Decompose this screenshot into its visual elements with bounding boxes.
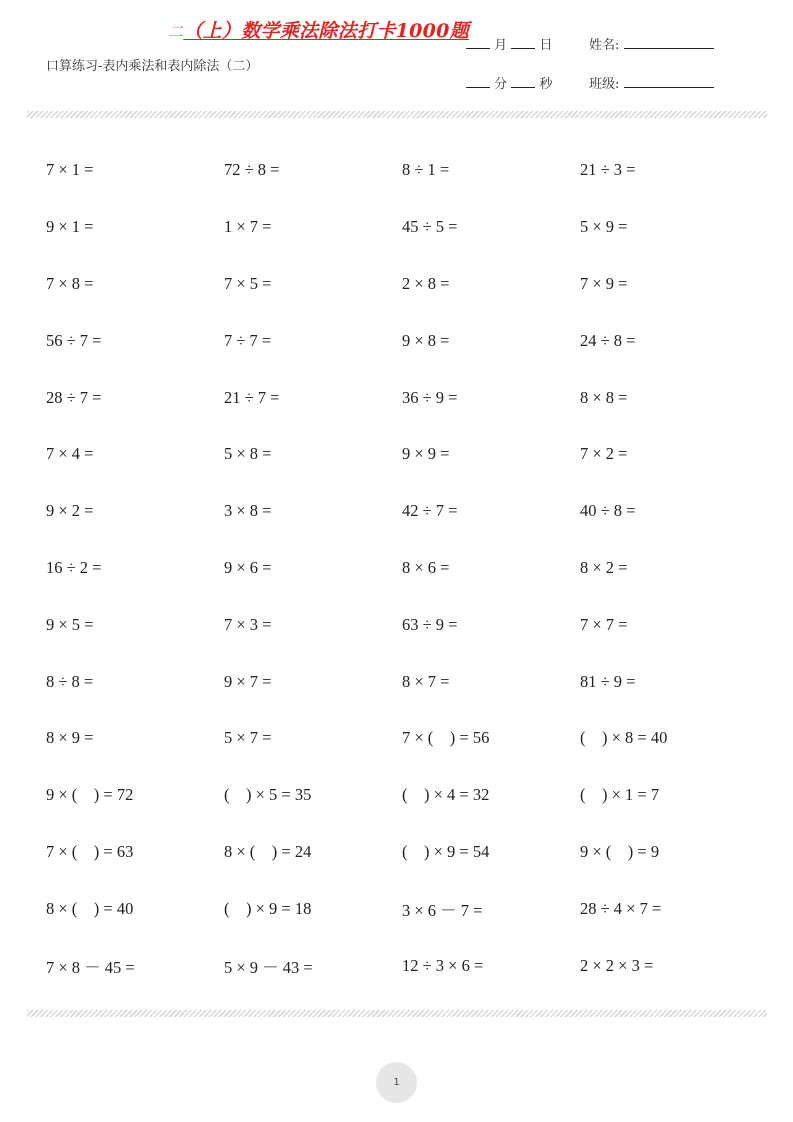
title-prefix: 二 [168,23,184,41]
problem-item: 16 ÷ 2 = [46,557,102,577]
problem-item: 7 × ( ) = 56 [402,728,490,748]
problem-item: 28 ÷ 7 = [46,387,102,407]
problem-item: 81 ÷ 9 = [580,671,636,691]
minute-label: 分 [494,77,508,92]
problem-row [46,653,758,710]
month-blank [466,36,490,49]
problem-item: 8 ÷ 1 = [402,160,450,180]
problem-item: 21 ÷ 3 = [580,160,636,180]
problem-item: 12 ÷ 3 × 6 = [402,955,484,975]
problem-item: 45 ÷ 5 = [402,217,458,237]
problem-row [46,256,758,313]
problem-row [46,540,758,597]
problem-item: 5 × 7 = [224,728,272,748]
problem-item: ( ) × 1 = 7 [580,785,660,805]
problem-item: 7 × 2 = [580,444,628,464]
problem-row [46,142,758,199]
day-blank [511,36,535,49]
time-field [466,73,552,92]
name-field [589,34,714,53]
problem-item: 9 × ( ) = 9 [580,841,660,861]
problem-item: 9 × 2 = [46,501,94,521]
problem-row [46,312,758,369]
problem-item: 40 ÷ 8 = [580,501,636,521]
problem-row [46,880,758,937]
problem-item: 7 × 9 = [580,273,628,293]
top-divider [27,111,767,118]
class-field [589,73,714,92]
problem-item: 8 × 8 = [580,387,628,407]
problem-item: 9 × ( ) = 72 [46,785,134,805]
class-blank [624,75,714,88]
problem-item: 7 × 7 = [580,614,628,634]
problem-row [46,596,758,653]
problem-item: 3 × 8 = [224,501,272,521]
problem-item: 8 × 9 = [46,728,94,748]
page-number: 1 [376,1062,417,1103]
problem-item: 5 × 9 － 43 = [224,957,313,977]
problem-item: 7 × 4 = [46,444,94,464]
date-field [466,34,552,53]
problem-grid [46,142,758,994]
problem-row [46,369,758,426]
problem-row [46,824,758,881]
problem-item: 8 × 7 = [402,671,450,691]
name-label: 姓名: [589,38,620,53]
problem-item: 7 × ( ) = 63 [46,841,134,861]
problem-row [46,199,758,256]
minute-blank [466,75,490,88]
problem-item: 63 ÷ 9 = [402,614,458,634]
problem-row [46,710,758,767]
problem-item: ( ) × 4 = 32 [402,785,490,805]
day-label: 日 [539,38,553,53]
second-blank [511,75,535,88]
problem-item: 7 × 8 － 45 = [46,957,135,977]
problem-item: ( ) × 5 = 35 [224,785,312,805]
problem-item: 1 × 7 = [224,217,272,237]
problem-item: 56 ÷ 7 = [46,330,102,350]
problem-item: 7 × 5 = [224,273,272,293]
problem-item: 8 × ( ) = 40 [46,898,134,918]
problem-item: 2 × 2 × 3 = [580,955,654,975]
problem-item: 2 × 8 = [402,273,450,293]
class-label: 班级: [589,77,620,92]
problem-item: 5 × 8 = [224,444,272,464]
problem-row [46,937,758,994]
problem-item: 8 × 6 = [402,557,450,577]
problem-item: 9 × 8 = [402,330,450,350]
name-blank [624,36,714,49]
problem-row [46,767,758,824]
problem-item: 7 × 1 = [46,160,94,180]
problem-item: 42 ÷ 7 = [402,501,458,521]
problem-row [46,426,758,483]
problem-item: 9 × 5 = [46,614,94,634]
second-label: 秒 [539,77,553,92]
problem-item: 8 ÷ 8 = [46,671,94,691]
problem-row [46,483,758,540]
problem-item: 7 × 3 = [224,614,272,634]
problem-item: 5 × 9 = [580,217,628,237]
problem-item: 36 ÷ 9 = [402,387,458,407]
problem-item: 9 × 7 = [224,671,272,691]
problem-item: ( ) × 9 = 18 [224,898,312,918]
problem-item: ( ) × 8 = 40 [580,728,668,748]
problem-item: 9 × 9 = [402,444,450,464]
problem-item: 7 × 8 = [46,273,94,293]
bottom-divider [27,1010,767,1017]
worksheet-title [168,16,469,43]
problem-item: 8 × ( ) = 24 [224,841,312,861]
problem-item: 21 ÷ 7 = [224,387,280,407]
worksheet-subtitle: 口算练习-表内乘法和表内除法（二） [46,59,259,74]
problem-item: 72 ÷ 8 = [224,160,280,180]
problem-item: 9 × 6 = [224,557,272,577]
problem-item: 8 × 2 = [580,557,628,577]
problem-item: 28 ÷ 4 × 7 = [580,898,662,918]
problem-item: 24 ÷ 8 = [580,330,636,350]
month-label: 月 [494,38,508,53]
title-main: （上）数学乘法除法打卡1000题 [183,20,469,42]
problem-item: ( ) × 9 = 54 [402,841,490,861]
problem-item: 9 × 1 = [46,217,94,237]
problem-item: 3 × 6 － 7 = [402,900,483,920]
problem-item: 7 ÷ 7 = [224,330,272,350]
